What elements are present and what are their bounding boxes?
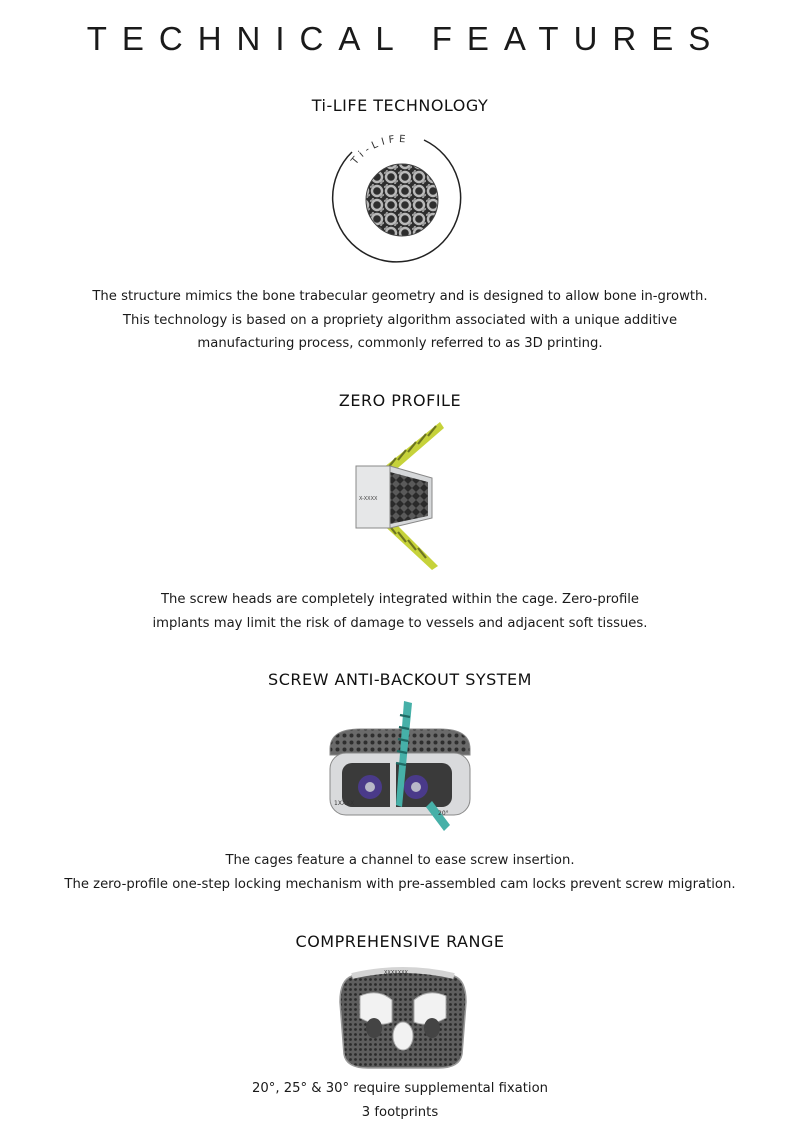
description-line: manufacturing process, commonly referred to as 3D printing.	[197, 336, 603, 351]
angle-marking: 20°	[438, 810, 449, 817]
ti-life-description	[0, 285, 800, 356]
section-heading-zero-profile: ZERO PROFILE	[338, 391, 462, 410]
section-heading-ti-life: Ti-LIFE TECHNOLOGY	[311, 96, 489, 115]
ti-life-badge-label: Ti-LIFE	[349, 133, 410, 167]
zero-profile-cage-figure	[340, 420, 460, 575]
anti-backout-cage-figure	[320, 697, 480, 837]
description-line: implants may limit the risk of damage to vessels and adjacent soft tissues.	[152, 615, 648, 631]
cage-marking: X-XXXX	[359, 496, 378, 502]
zero-profile-description	[0, 588, 800, 635]
description-line: The cages feature a channel to ease screw insertion.	[225, 853, 575, 868]
description-line: 3 footprints	[361, 1104, 439, 1120]
comprehensive-range-description	[0, 1077, 800, 1124]
page-title: TECHNICAL FEATURES	[86, 20, 726, 57]
ti-life-badge-figure	[328, 128, 472, 268]
anti-backout-description	[0, 849, 800, 896]
description-line: 20°, 25° & 30° require supplemental fixation	[251, 1081, 549, 1096]
svg-text:Ti-LIFE	[349, 134, 410, 168]
description-line: This technology is based on a propriety algorithm associated with a unique additive	[122, 312, 678, 328]
section-heading-anti-backout: SCREW ANTI-BACKOUT SYSTEM	[268, 670, 532, 689]
cage-body-icon	[340, 970, 466, 1068]
description-line: The structure mimics the bone trabecular geometry and is designed to allow bone in-growth.	[92, 289, 708, 304]
description-line: The screw heads are completely integrated within the cage. Zero-profile	[160, 592, 640, 607]
cage-marking: XXXXXXX	[384, 970, 408, 976]
section-heading-comprehensive-range: COMPREHENSIVE RANGE	[295, 932, 505, 951]
description-line: The zero-profile one-step locking mechanism with pre-assembled cam locks prevent screw migration.	[64, 876, 736, 892]
cage-marking: 1XXXX	[334, 800, 355, 807]
footprint-cage-figure	[338, 962, 468, 1072]
